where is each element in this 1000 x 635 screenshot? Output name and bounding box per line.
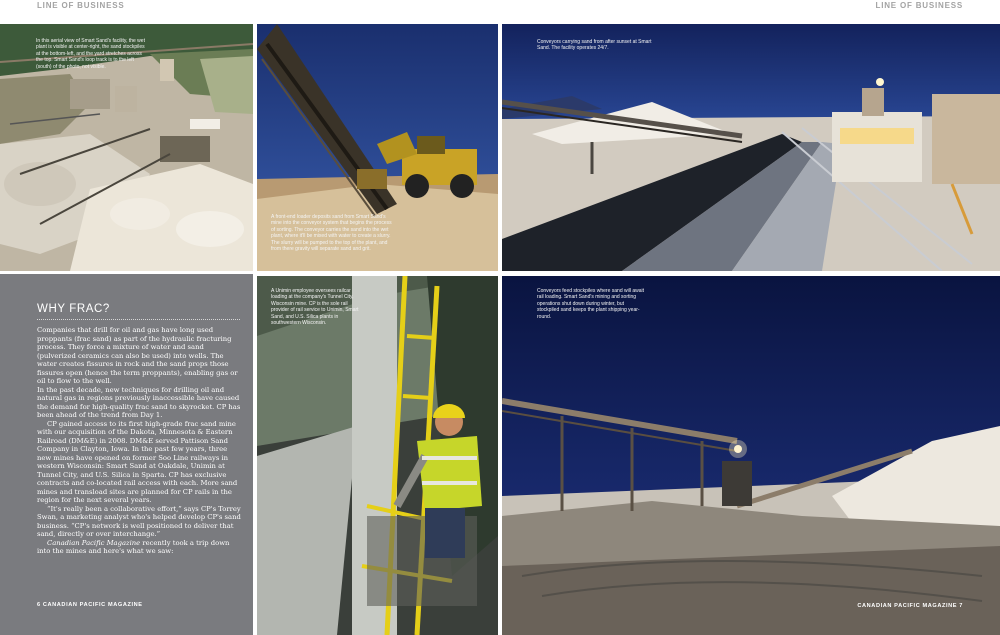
running-header-left: LINE OF BUSINESS [37, 1, 125, 10]
folio-left: 6 CANADIAN PACIFIC MAGAZINE [37, 602, 143, 608]
title-divider [37, 319, 240, 320]
photo-aerial-plant [0, 24, 253, 271]
caption-stockpiles: Conveyors feed stockpiles where sand will await rail loading. Smart Sand's mining and sorting operations shut down during winter, but stockpiled sand keeps the plant shipping year-round. [537, 288, 644, 320]
caption-conveyor-sunset: Conveyors carrying sand from after sunset at Smart Sand. The facility operates 24/7. [537, 39, 652, 52]
caption-loader: A front-end loader deposits sand from Smart Sand's mine into the conveyor system that begins the process of sorting. The conveyor carries the sand into the wet plant, where it'll be mixed with water to create a slurry. The slurry will be pumped to the top of the plant, and from there gravity will separate sand and grit. [271, 214, 392, 253]
paragraph-4: “It's really been a collaborative effort,” says CP's Torrey Swan, a marketing analyst who's helped develop CP's sand business. “CP's network is well positioned to deliver that sand, directly or over interchange.” [37, 504, 241, 538]
article-body [37, 326, 243, 556]
article-title: WHY FRAC? [37, 303, 110, 315]
paragraph-3: CP gained access to its first high-grade frac sand mine with our acquisition of the Dakota, Minnesota & Eastern Railroad (DM&E) in 2008. DM&E served Pattison Sand Company in Clayton, Iowa. In the past few years, three new mines have opened on former Soo Line railways in western Wisconsin: Smart Sand at Oakdale, Unimin at Tunnel City, and U.S. Silica in Sparta. CP has exclusive contracts and co-located rail access with each. More sand mines and transload sites are planned for CP rails in the region for the next several years. [37, 419, 238, 504]
folio-right: CANADIAN PACIFIC MAGAZINE 7 [857, 603, 963, 609]
photo-conveyor-sunset [502, 24, 1000, 271]
article-sidebar [0, 274, 253, 635]
caption-unimin: A Unimin employee oversees railcar loading at the company's Tunnel City, Wisconsin mine. CP is the sole rail provider of rail service to Unimin, Smart Sand, and U.S. Silica plants in southwestern Wisconsin. [271, 288, 359, 327]
paragraph-1: Companies that drill for oil and gas have long used proppants (frac sand) as part of the hydraulic fracturing process. They force a mixture of water and sand (pulverized ceramics can also be used) into wells. The water creates fissures in rock and the sand props those fissures open (hence the term proppants), enabling gas or oil to flow to the well. [37, 326, 238, 385]
paragraph-2: In the past decade, new techniques for drilling oil and natural gas in regions previously inaccessible have caused the demand for high-quality frac sand to skyrocket. CP has been ahead of the trend from Day 1. [37, 385, 241, 419]
photo-stockpiles-night [502, 276, 1000, 635]
paragraph-5 [37, 539, 243, 556]
paragraph-5-text: recently took a trip down into the mines and here's what we saw: [37, 538, 230, 555]
caption-aerial: In this aerial view of Smart Sand's facility, the wet plant is visible at center-right, the sand stockpiles at the bottom-left, and the yard stretches across the top. Smart Sand's loop track is to the left (south) of the photo, not visible. [36, 38, 145, 70]
running-header-right: LINE OF BUSINESS [875, 1, 963, 10]
photo-front-end-loader [257, 24, 498, 271]
magazine-name: Canadian Pacific Magazine [47, 538, 141, 547]
photo-unimin-worker [257, 276, 498, 635]
